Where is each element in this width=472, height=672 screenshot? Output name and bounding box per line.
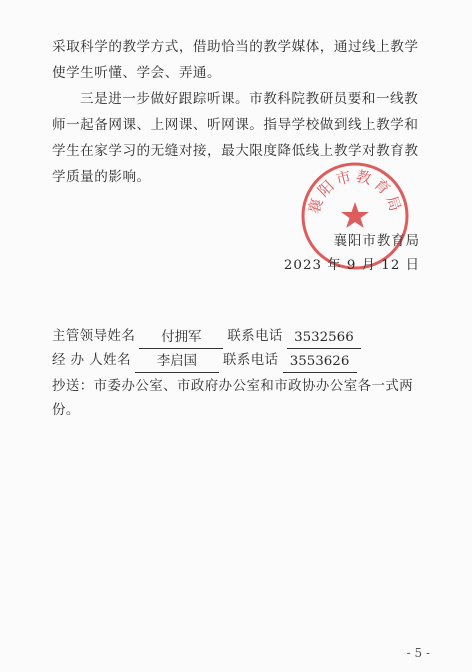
leader-phone: 3532566 bbox=[287, 328, 361, 349]
contact-section bbox=[52, 325, 432, 423]
leader-row bbox=[52, 325, 432, 349]
handler-phone: 3553626 bbox=[283, 352, 357, 373]
handler-label: 经 办 人姓名 bbox=[52, 353, 131, 368]
cc-line: 抄送：市委办公室、市政府办公室和市政协办公室各一式两份。 bbox=[52, 379, 414, 418]
handler-row bbox=[52, 349, 432, 373]
issuing-org: 襄阳市教育局 bbox=[333, 234, 420, 249]
page-number: - 5 - bbox=[406, 646, 430, 660]
handler-phone-label: 联系电话 bbox=[222, 353, 279, 368]
leader-label: 主管领导姓名 bbox=[52, 329, 136, 344]
seal-star-icon bbox=[341, 202, 369, 228]
paragraph-2: 三是进一步做好跟踪听课。市教科院教研员要和一线教师一起备网课、上网课、听网课。指导学校做到线上教学和学生在家学习的无缝对接，最大限度降低线上教学对教育教学质量的影响。 bbox=[52, 91, 419, 185]
leader-name: 付拥军 bbox=[139, 328, 223, 349]
signature-block bbox=[284, 230, 420, 278]
issue-date: 2023 年 9 月 12 日 bbox=[283, 258, 420, 273]
paragraph-1: 采取科学的教学方式，借助恰当的教学媒体，通过线上教学使学生听懂、学会、弄通。 bbox=[52, 39, 419, 81]
seal-text: 襄阳市教育局 bbox=[304, 166, 406, 217]
leader-phone-label: 联系电话 bbox=[227, 329, 283, 344]
handler-name: 李启国 bbox=[135, 352, 219, 373]
